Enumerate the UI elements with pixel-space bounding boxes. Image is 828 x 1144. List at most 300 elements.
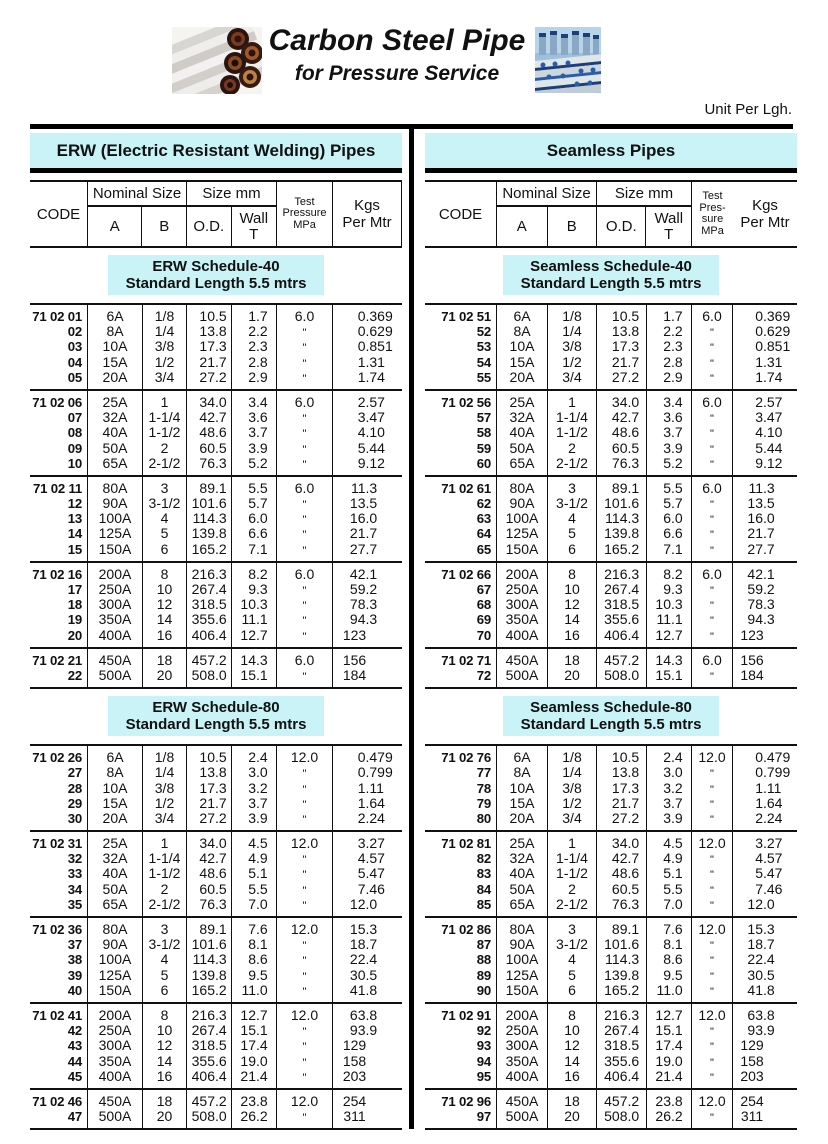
table-cell: 70 (476, 627, 491, 643)
nominal-a-column (497, 391, 548, 475)
od-column (187, 477, 232, 561)
table-cell: 5 .2 (248, 454, 268, 471)
table-cell: 1/2 (154, 353, 175, 370)
nominal-a-column (88, 918, 143, 1002)
table-cell: 17 .3 (199, 338, 227, 355)
table-cell: 71 02 01 (32, 309, 82, 324)
table-cell: 406 .4 (604, 1067, 640, 1084)
table-cell: 89 .1 (611, 921, 640, 937)
table-cell: 10 .5 (611, 308, 640, 324)
code-column (425, 1090, 497, 1128)
table-cell: 318 .5 (604, 1037, 640, 1054)
table-cell: 0 .799 (357, 764, 393, 781)
table-cell: 2 .9 (248, 368, 268, 385)
table-cell: 2-1/2 (556, 895, 588, 912)
table-cell: 57 (476, 410, 491, 426)
test-pressure-column (277, 649, 333, 687)
table-cell: 101 .6 (604, 495, 640, 512)
table-cell: " (302, 413, 307, 426)
table-cell: 1-1/2 (148, 865, 181, 882)
column-header (30, 180, 402, 248)
table-cell: 5 .5 (663, 479, 683, 496)
table-cell: " (710, 529, 714, 542)
table-cell: 39 (67, 967, 82, 983)
table-cell: 12 .7 (240, 626, 268, 643)
table-cell: 2 .2 (663, 323, 683, 340)
table-cell: 6.0 (702, 479, 722, 496)
nominal-b-column (548, 832, 597, 916)
table-cell: 14 (156, 611, 173, 628)
wall-column (647, 832, 692, 916)
table-cell: 11 .3 (748, 479, 775, 496)
table-cell: " (302, 813, 307, 826)
table-cell: " (302, 615, 307, 628)
od-column (597, 746, 647, 830)
code-column (425, 391, 497, 475)
table-cell: 3 .0 (248, 764, 268, 781)
table-cell: 250A (98, 1022, 132, 1039)
table-cell: 3-1/2 (556, 936, 588, 953)
table-cell: 2 .57 (357, 393, 385, 410)
table-cell: 6.0 (702, 393, 722, 410)
table-cell: 216 .3 (191, 1006, 227, 1023)
table-cell: 150A (505, 981, 539, 998)
table-cell: 76 .3 (199, 895, 227, 912)
table-cell: 12 (156, 596, 173, 613)
table-cell: 5 .47 (755, 865, 783, 882)
table-cell: 5 .7 (663, 495, 683, 512)
table-cell: 80A (509, 921, 535, 937)
table-cell: 12 .7 (655, 626, 683, 643)
table-cell: " (710, 428, 714, 441)
row-group (30, 830, 402, 916)
section-title-banner (425, 133, 797, 168)
b-header: B (566, 218, 577, 235)
table-cell: 19 .0 (240, 1052, 268, 1069)
table-cell: 59 .2 (349, 581, 378, 597)
table-cell: 14 (67, 526, 82, 542)
table-cell: 6.0 (702, 565, 722, 582)
table-cell: " (710, 458, 714, 471)
table-cell: 7 .46 (755, 880, 783, 897)
table-cell: 34 (67, 881, 82, 897)
kgs-per-mtr-header: Kgs Per Mtr (333, 182, 402, 246)
table-cell: " (710, 813, 714, 826)
table-cell: 37 (67, 937, 82, 953)
table-cell: 10 (67, 455, 82, 471)
table-cell: 406 .4 (604, 626, 640, 643)
table-cell: 13 .5 (747, 495, 775, 512)
table-cell: 59 (476, 440, 491, 456)
test-pressure-column (692, 918, 733, 1002)
column-header (425, 180, 797, 248)
table-cell: 92 (476, 1023, 491, 1039)
table-cell: 44 (67, 1053, 82, 1069)
wall-column (232, 1004, 277, 1088)
center-divider (409, 124, 414, 1129)
table-cell: 9 .5 (248, 966, 268, 983)
table-cell: " (302, 544, 307, 557)
table-cell: 0 .479 (755, 749, 791, 766)
kgs-column (333, 746, 402, 830)
table-cell: 7 .6 (663, 921, 683, 937)
table-cell: 78 .3 (747, 596, 775, 613)
table-cell: 45 (67, 1068, 82, 1084)
table-cell: 43 (67, 1038, 82, 1054)
table-cell: 165 .2 (191, 540, 227, 557)
table-cell: 71 02 56 (441, 394, 491, 410)
table-cell: 13 .8 (199, 764, 227, 781)
table-cell: 71 02 16 (32, 566, 82, 582)
table-cell: 77 (476, 765, 491, 781)
table-cell: " (302, 1041, 307, 1054)
table-cell: 71 02 76 (441, 750, 491, 766)
table-cell: 16 (156, 1067, 173, 1084)
table-cell: 90 (476, 982, 491, 998)
table-cell: 1/2 (154, 794, 175, 811)
table-cell: 3/8 (154, 779, 175, 796)
table-cell: 64 (476, 526, 491, 542)
table-cell: 300A (98, 1037, 132, 1054)
stacked-blue-pipes-image (535, 27, 601, 93)
table-cell: 40A (509, 424, 535, 441)
table-cell: 216 .3 (191, 565, 227, 582)
table-cell: 87 (476, 937, 491, 953)
table-cell: 17 .3 (611, 338, 640, 355)
code-column (425, 1004, 497, 1088)
table-cell: 10 .3 (655, 596, 683, 613)
table-cell: 10 .5 (199, 308, 227, 324)
table-cell: " (710, 869, 714, 882)
table-cell: 5 .7 (248, 495, 268, 512)
nominal-a-column (497, 477, 548, 561)
wall-column (647, 649, 692, 687)
table-cell: 13 .8 (611, 764, 640, 781)
table-cell: 32A (102, 409, 128, 426)
table-cell: 165 .2 (604, 540, 640, 557)
page-title: Carbon Steel Pipe (268, 24, 526, 57)
table-cell: 8 .6 (248, 951, 268, 968)
kgs-per-mtr-header: Kgs Per Mtr (740, 197, 790, 231)
kgs-column (333, 563, 402, 647)
table-cell: 1-1/2 (148, 424, 181, 441)
table-cell: 1-1/2 (556, 424, 588, 441)
table-cell: 406 .4 (191, 626, 227, 643)
table-cell: 2 (160, 880, 169, 897)
table-cell: 400A (98, 626, 132, 643)
table-cell: 2-1/2 (556, 454, 588, 471)
test-pressure-column (277, 563, 333, 647)
table-cell: 311 (343, 1108, 366, 1125)
table-cell: " (302, 798, 307, 811)
table-cell: 5 (568, 525, 576, 542)
table-cell: 41 .8 (747, 981, 775, 998)
table-cell: 8 .1 (248, 936, 268, 953)
kgs-column (333, 391, 402, 475)
table-cell: 200A (505, 1006, 539, 1023)
size-mm-header: Size mm (597, 182, 691, 207)
test-pressure-column (277, 477, 333, 561)
code-column (30, 832, 88, 916)
table-cell: 12.0 (290, 749, 319, 766)
table-cell: 93 (476, 1038, 491, 1054)
table-cell: 03 (67, 339, 82, 355)
od-column (187, 832, 232, 916)
table-cell: 18 (564, 1092, 580, 1109)
table-cell: 58 (476, 425, 491, 441)
table-cell: 114 .3 (605, 510, 640, 527)
table-cell: " (302, 372, 307, 385)
table-cell: 16 .0 (349, 510, 378, 527)
nominal-b-column (143, 832, 187, 916)
code-header: CODE (30, 182, 88, 246)
table-cell: " (710, 342, 714, 355)
table-cell: 11 .1 (241, 611, 268, 628)
table-cell: " (302, 955, 307, 968)
table-cell: 17 .3 (199, 779, 227, 796)
wall-column (232, 305, 277, 389)
page-subtitle: for Pressure Service (294, 62, 500, 85)
table-cell: 4 .9 (663, 850, 683, 867)
table-cell: 2 (568, 880, 576, 897)
table-cell: 6.0 (294, 393, 315, 410)
table-cell: 42 .7 (611, 409, 640, 426)
table-cell: 14 (564, 611, 580, 628)
table-cell: 71 02 96 (441, 1093, 491, 1109)
nominal-b-column (143, 305, 187, 389)
table-cell: 79 (476, 795, 491, 811)
table-cell: 32A (509, 850, 535, 867)
table-cell: 71 02 36 (32, 922, 82, 937)
table-cell: 355 .6 (604, 611, 640, 628)
table-cell: 20 (564, 1108, 580, 1125)
test-pressure-column (277, 391, 333, 475)
table-cell: 55 (476, 369, 491, 385)
table-cell: 250A (505, 581, 539, 597)
table-cell: 80A (509, 479, 535, 496)
table-cell: 27 .7 (747, 540, 775, 557)
table-cell: " (302, 630, 307, 643)
table-cell: 90A (509, 936, 535, 953)
table-cell: 1 (568, 835, 576, 852)
row-group (425, 475, 797, 561)
table-cell: 156 (740, 651, 764, 668)
table-cell: " (302, 357, 307, 370)
table-cell: 100A (98, 951, 132, 968)
code-column (30, 563, 88, 647)
table-cell: 11 .0 (656, 981, 683, 998)
table-cell: 48 .6 (199, 865, 227, 882)
test-pressure-column (692, 305, 733, 389)
b-header: B (159, 218, 170, 235)
table-cell: 3/8 (154, 338, 175, 355)
table-cell: 89 .1 (611, 479, 640, 496)
table-cell: 355 .6 (191, 1052, 227, 1069)
od-column (597, 1090, 647, 1128)
table-groups (30, 303, 402, 689)
table-cell: 500A (98, 666, 132, 683)
table-cell: 42 (67, 1023, 82, 1039)
table-cell: 6 (160, 540, 169, 557)
od-column (597, 563, 647, 647)
table-cell: 6A (513, 308, 531, 324)
table-cell: 30 .5 (349, 966, 378, 983)
table-cell: " (710, 499, 714, 512)
table-cell: 3 .7 (663, 794, 683, 811)
kgs-column (733, 746, 797, 830)
nominal-b-column (143, 1090, 187, 1128)
table-cell: 10 (156, 1022, 173, 1039)
table-cell: 3/4 (154, 368, 175, 385)
table-cell: 16 (564, 1067, 580, 1084)
schedule-banner-line: Seamless Schedule-40 (530, 258, 692, 275)
table-cell: 88 (476, 952, 491, 968)
table-cell: 21 .7 (199, 353, 227, 370)
table-cell: " (302, 1071, 307, 1084)
table-cell: 71 02 66 (441, 566, 491, 582)
wall-column (232, 1090, 277, 1128)
wall-column (232, 649, 277, 687)
table-cell: " (710, 783, 714, 796)
table-cell: 4 (568, 951, 576, 968)
table-cell: 1 .31 (357, 353, 385, 370)
table-cell: 12 .0 (747, 895, 775, 912)
table-cell: 10 (564, 1022, 580, 1039)
table-cell: 9 .3 (248, 581, 268, 597)
erw-pipes-panel (30, 133, 402, 1130)
table-cell: 7 .1 (248, 540, 268, 557)
code-header: CODE (425, 182, 497, 246)
table-cell: 123 (740, 626, 764, 643)
table-cell: " (302, 985, 307, 998)
table-cell: 101 .6 (191, 495, 227, 512)
table-cell: 25A (102, 393, 128, 410)
nominal-a-column (88, 563, 143, 647)
nominal-b-column (143, 746, 187, 830)
table-cell: 8A (106, 764, 124, 781)
table-cell: 500A (505, 1108, 539, 1125)
table-cell: 1 .7 (248, 308, 268, 324)
table-cell: 2 .3 (248, 338, 268, 355)
table-cell: 457 .2 (604, 651, 640, 668)
nominal-b-column (548, 1090, 597, 1128)
table-cell: 19 (67, 612, 82, 628)
table-cell: 10A (509, 338, 535, 355)
table-cell: 10A (102, 338, 128, 355)
table-cell: 400A (98, 1067, 132, 1084)
nominal-a-column (497, 918, 548, 1002)
table-cell: 78 .3 (349, 596, 378, 613)
table-cell: 47 (67, 1109, 82, 1125)
table-cell: 1/2 (562, 794, 582, 811)
table-cell: 129 (740, 1037, 764, 1054)
table-cell: 3 .2 (248, 779, 268, 796)
table-cell: 300A (505, 1037, 539, 1054)
table-cell: 21 .4 (655, 1067, 683, 1084)
test-pressure-column (692, 832, 733, 916)
table-cell: 27 .2 (199, 809, 227, 826)
table-cell: 21 .7 (611, 794, 640, 811)
code-column (425, 477, 497, 561)
section-title-banner (30, 133, 402, 168)
table-cell: 10 .5 (611, 749, 640, 766)
table-cell: 114 .3 (192, 951, 227, 968)
table-cell: " (302, 899, 307, 912)
table-cell: 2 .9 (663, 368, 683, 385)
test-pressure-column (277, 1090, 333, 1128)
table-cell: 15 (67, 541, 82, 557)
table-cell: 101 .6 (604, 936, 640, 953)
table-cell: 158 (342, 1052, 367, 1069)
table-cell: 0 .629 (357, 323, 393, 340)
table-cell: 1/8 (562, 308, 582, 324)
table-cell: 2 .8 (663, 353, 683, 370)
table-cell: 13 .8 (611, 323, 640, 340)
table-cell: 0 .479 (357, 749, 393, 766)
table-cell: 02 (67, 324, 82, 340)
schedule-banner-line: ERW Schedule-40 (152, 258, 280, 275)
nominal-b-column (143, 918, 187, 1002)
table-cell: 95 (476, 1068, 491, 1084)
test-pressure-column (692, 649, 733, 687)
table-cell: 6.0 (702, 308, 722, 324)
table-cell: 08 (67, 425, 82, 441)
table-cell: 6 .6 (248, 525, 268, 542)
table-cell: 6 (568, 540, 576, 557)
table-cell: 2 .24 (357, 809, 385, 826)
table-cell: 350A (98, 611, 132, 628)
table-cell: 2 .2 (248, 323, 268, 340)
row-group (30, 389, 402, 475)
table-cell: 10 (156, 581, 173, 597)
table-cell: 90A (102, 495, 128, 512)
size-mm-header-group (597, 182, 692, 246)
od-header: O.D. (597, 207, 646, 246)
table-cell: 28 (67, 780, 82, 796)
table-cell: 203 (740, 1067, 764, 1084)
table-cell: 3 .7 (663, 424, 683, 441)
table-cell: 125A (505, 966, 539, 983)
kgs-column (333, 1090, 402, 1128)
table-cell: 15A (102, 794, 128, 811)
page-title-block (252, 24, 542, 86)
test-pressure-column (277, 918, 333, 1002)
code-column (30, 477, 88, 561)
table-cell: 3 .7 (248, 794, 268, 811)
table-cell: 6 (568, 981, 576, 998)
table-cell: 68 (476, 597, 491, 613)
table-cell: 18 (67, 597, 82, 613)
table-cell: 1/4 (562, 323, 582, 340)
table-cell: 100A (505, 951, 539, 968)
kgs-column (733, 918, 797, 1002)
table-cell: " (710, 1112, 714, 1125)
row-group (425, 744, 797, 830)
table-cell: " (302, 600, 307, 613)
table-cell: 6A (106, 749, 124, 766)
table-cell: " (302, 458, 307, 471)
table-cell: 355 .6 (604, 1052, 640, 1069)
table-cell: 35 (67, 896, 82, 912)
schedule-banner-line: Standard Length 5.5 mtrs (520, 716, 702, 734)
table-cell: 32 (67, 851, 82, 867)
nominal-a-column (88, 1090, 143, 1128)
table-cell: 0 .369 (357, 308, 393, 324)
test-pressure-column (692, 563, 733, 647)
table-cell: 300A (98, 596, 132, 613)
table-cell: 450A (98, 651, 132, 668)
table-cell: 9 .12 (755, 454, 783, 471)
